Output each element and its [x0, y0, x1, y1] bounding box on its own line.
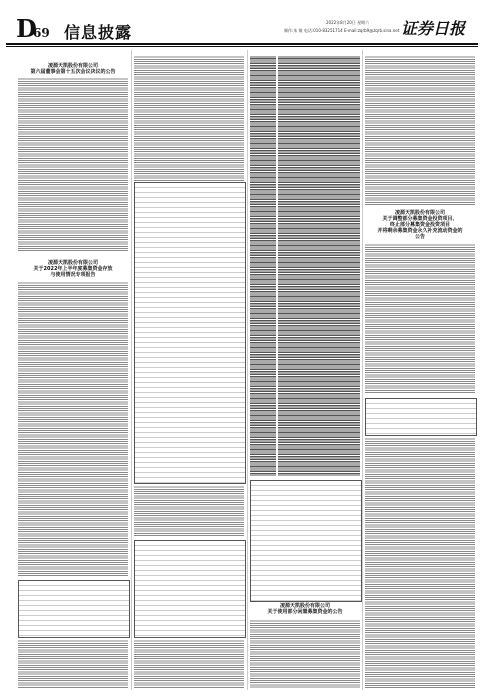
- table-row-labels: [250, 56, 276, 476]
- fund-usage-table: [18, 580, 130, 638]
- article-body: [365, 438, 475, 688]
- section-title: 信息披露: [64, 23, 133, 42]
- article-body: [250, 620, 360, 688]
- masthead-rule-thin: [6, 46, 478, 47]
- article-title: 凌源天凯股份有限公司 关于2022年上半年度募集资金存放 与使用情况专项报告: [33, 260, 113, 278]
- column-divider: [247, 50, 248, 690]
- column-3: [250, 50, 360, 690]
- column-2: [134, 50, 244, 690]
- page-number: 69: [33, 26, 50, 40]
- column-1: [18, 50, 128, 690]
- column-divider: [362, 50, 363, 690]
- page-letter: D: [16, 14, 37, 43]
- adjustment-table: [250, 480, 362, 602]
- newspaper-logo: 证券日报: [401, 19, 466, 38]
- dense-table-body: [278, 56, 360, 476]
- editor-contact: 制作:朱 敏 电话:010-83251714 E-mail:zqrb9@zqrb.sina.net: [284, 28, 400, 33]
- article-body: [18, 282, 128, 577]
- article-title: 凌源天凯股份有限公司 关于调整部分募集资金投资项目、 终止部分募集资金投资项目 并将剩余募集资金永久补充流动资金的 公告: [377, 210, 463, 240]
- fund-table: [365, 398, 477, 436]
- article-title: 凌源天凯股份有限公司 第六届董事会第十五次会议决议的公告: [30, 63, 116, 75]
- edition-date: 2022年8月20日 星期六: [326, 20, 370, 25]
- article-body: [18, 640, 128, 688]
- summary-table: [134, 540, 246, 638]
- masthead-rule: [6, 43, 478, 45]
- article-body: [134, 486, 244, 536]
- column-divider: [131, 50, 132, 690]
- article-title: 凌源天凯股份有限公司 关于使用部分闲置募集资金的公告: [267, 603, 343, 615]
- article-body: [365, 56, 475, 206]
- article-body: [18, 78, 128, 252]
- masthead: [6, 14, 478, 42]
- column-4: [365, 50, 475, 690]
- article-body: [134, 640, 244, 688]
- article-body: [365, 244, 475, 394]
- project-table: [134, 182, 246, 484]
